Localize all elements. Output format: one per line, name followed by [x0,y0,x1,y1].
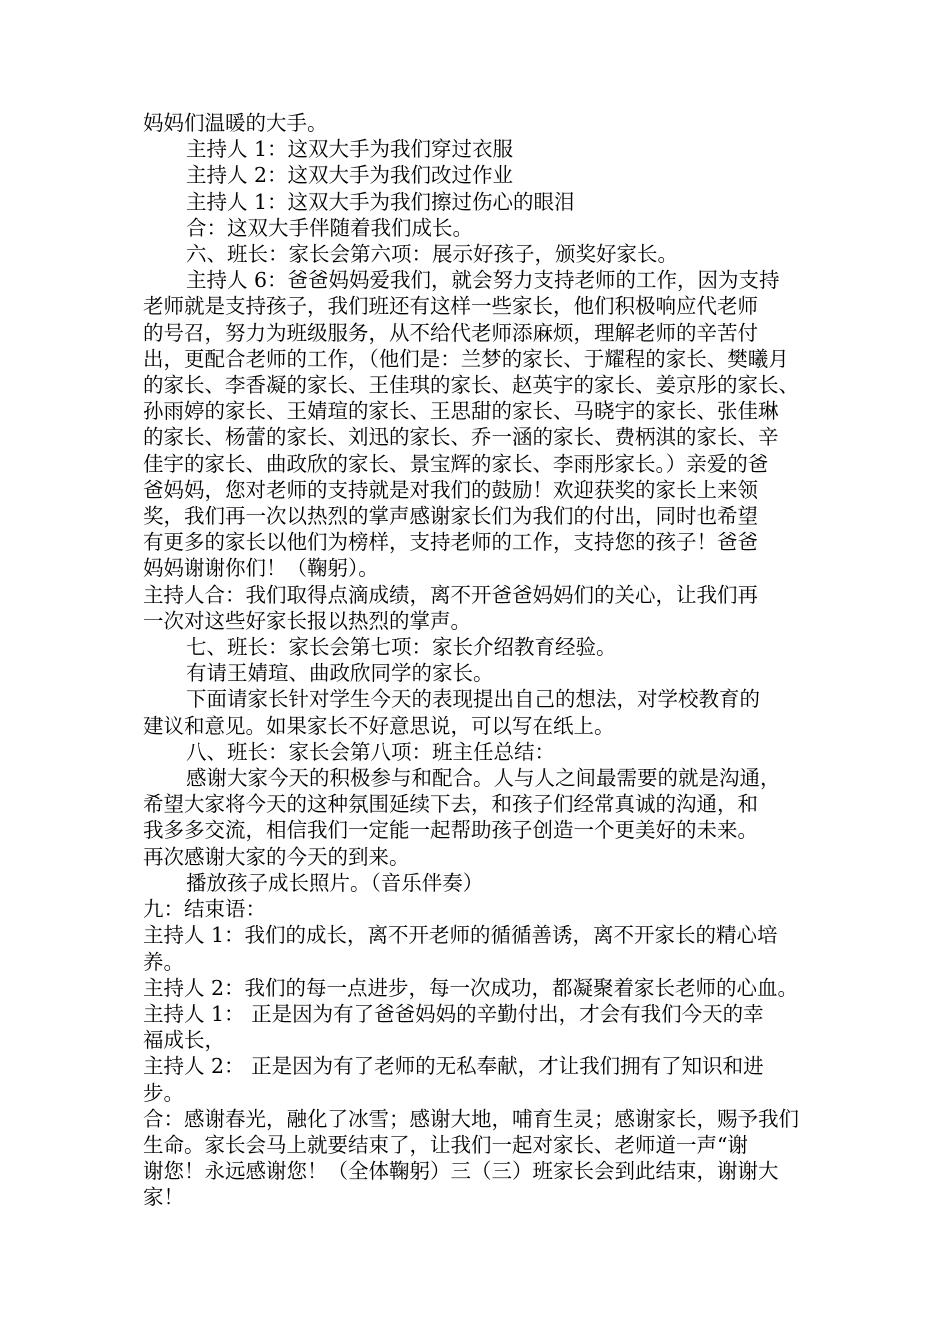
text-line: 九：结束语： [143,897,266,922]
text-line: 的家长、李香凝的家长、王佳琪的家长、赵英宇的家长、姜京彤的家长、 [143,373,799,398]
text-line: 希望大家将今天的这种氛围延续下去，和孩子们经常真诚的沟通，和 [143,792,758,817]
paragraph [143,582,813,634]
text-line: 老师就是支持孩子，我们班还有这样一些家长，他们积极响应代老师 [143,294,758,319]
paragraph [143,110,813,136]
text-line: 七、班长：家长会第七项：家长介绍教育经验。 [186,635,617,660]
document-body [143,110,813,1211]
text-line: 八、班长：家长会第八项：班主任总结： [186,739,555,764]
text-line: 合：感谢春光，融化了冰雪；感谢大地，哺育生灵；感谢家长，赐予我们 [143,1106,799,1131]
text-line: 谢您！永远感谢您！（全体鞠躬）三（三）班家长会到此结束，谢谢大 [143,1159,779,1184]
text-line: 主持人 6：爸爸妈妈爱我们，就会努力支持老师的工作，因为支持 [186,268,780,293]
paragraph [143,162,813,188]
paragraph [143,896,813,922]
text-line: 佳宇的家长、曲政欣的家长、景宝辉的家长、李雨彤家长。）亲爱的爸 [143,451,769,476]
text-line: 福成长， [143,1028,225,1053]
paragraph [143,189,813,215]
paragraph [143,241,813,267]
text-line: 主持人 1：这双大手为我们擦过伤心的眼泪 [186,189,575,214]
text-line: 六、班长：家长会第六项：展示好孩子，颁奖好家长。 [186,242,678,267]
text-line: 养。 [143,949,184,974]
text-line: 主持人 2：我们的每一点进步，每一次成功，都凝聚着家长老师的心血。 [143,975,799,1000]
paragraph [143,660,813,686]
text-line: 下面请家长针对学生今天的表现提出自己的想法，对学校教育的 [186,687,760,712]
text-line: 生命。家长会马上就要结束了，让我们一起对家长、老师道一声“谢 [143,1132,748,1157]
text-line: 合：这双大手伴随着我们成长。 [186,215,473,240]
text-line: 一次对这些好家长报以热烈的掌声。 [143,608,471,633]
text-line: 感谢大家今天的积极参与和配合。人与人之间最需要的就是沟通， [186,766,781,791]
text-line: 主持人 1： 正是因为有了爸爸妈妈的辛勤付出，才会有我们今天的幸 [143,1001,764,1026]
text-line: 的号召，努力为班级服务，从不给代老师添麻烦，理解老师的辛苦付 [143,320,758,345]
paragraph [143,1053,813,1105]
paragraph [143,267,813,581]
text-line: 建议和意见。如果家长不好意思说，可以写在纸上。 [143,713,615,738]
text-line: 主持人合：我们取得点滴成绩，离不开爸爸妈妈们的关心，让我们再 [143,582,758,607]
paragraph [143,1106,813,1211]
text-line: 家！ [143,1185,184,1210]
text-line: 奖，我们再一次以热烈的掌声感谢家长们为我们的付出，同时也希望 [143,504,758,529]
paragraph [143,739,813,765]
text-line: 妈妈谢谢你们！（鞠躬）。 [143,556,379,581]
text-line: 孙雨婷的家长、王婧瑄的家长、王思甜的家长、马晓宇的家长、张佳琳 [143,399,779,424]
paragraph [143,686,813,738]
text-line: 主持人 2：这双大手为我们改过作业 [186,163,514,188]
text-line: 主持人 1：这双大手为我们穿过衣服 [186,137,514,162]
paragraph [143,922,813,974]
text-line: 出，更配合老师的工作，（他们是：兰梦的家长、于耀程的家长、樊曦月 [143,346,789,371]
text-line: 有请王婧瑄、曲政欣同学的家长。 [186,661,494,686]
text-line: 主持人 2： 正是因为有了老师的无私奉献，才让我们拥有了知识和进 [143,1054,764,1079]
text-line: 步。 [143,1080,184,1105]
text-line: 播放孩子成长照片。（音乐伴奏） [186,870,484,895]
text-line: 有更多的家长以他们为榜样，支持老师的工作，支持您的孩子！爸爸 [143,530,758,555]
text-line: 主持人 1：我们的成长，离不开老师的循循善诱，离不开家长的精心培 [143,923,778,948]
paragraph [143,1001,813,1053]
paragraph [143,136,813,162]
paragraph [143,765,813,870]
paragraph [143,975,813,1001]
text-line: 再次感谢大家的今天的到来。 [143,844,410,869]
paragraph [143,870,813,896]
text-line: 爸妈妈，您对老师的支持就是对我们的鼓励！欢迎获奖的家长上来领 [143,477,758,502]
text-line: 的家长、杨蕾的家长、刘迅的家长、乔一涵的家长、费柄淇的家长、辛 [143,425,779,450]
paragraph [143,634,813,660]
text-line: 妈妈们温暖的大手。 [143,111,328,135]
paragraph [143,215,813,241]
text-line: 我多多交流，相信我们一定能一起帮助孩子创造一个更美好的未来。 [143,818,758,843]
